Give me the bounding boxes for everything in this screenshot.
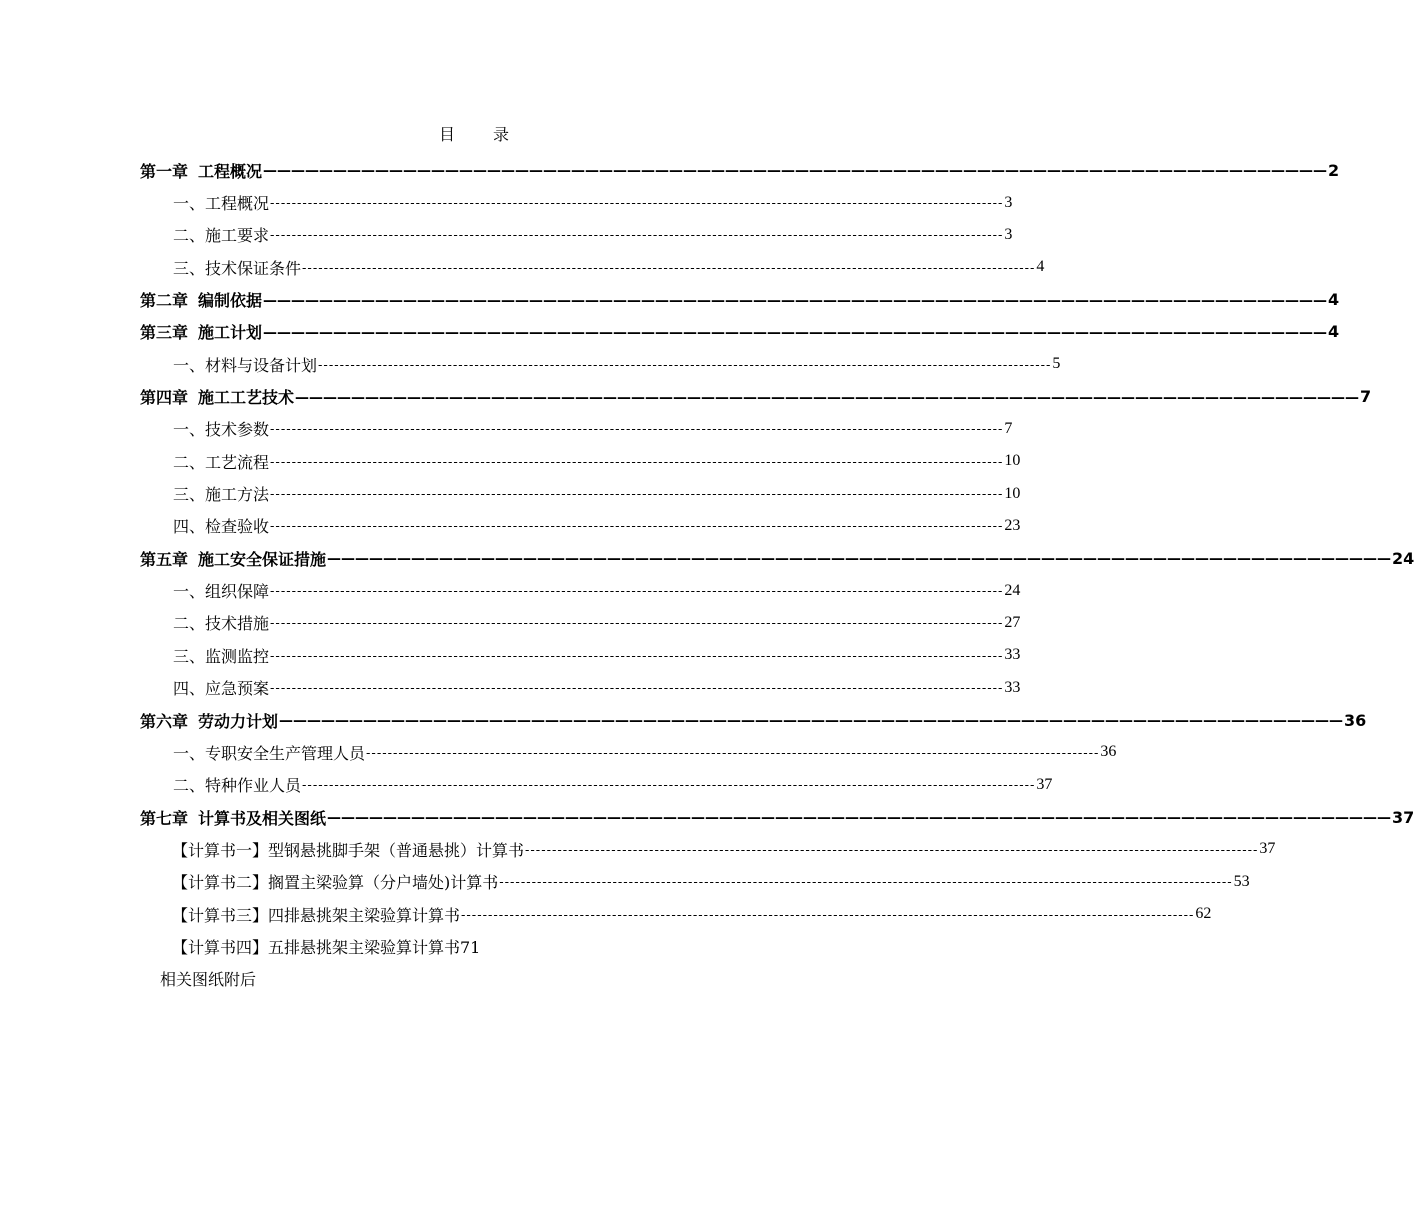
toc-section-entry[interactable] bbox=[140, 607, 1021, 639]
toc-calc-entry[interactable] bbox=[140, 898, 1212, 930]
toc-section-entry[interactable] bbox=[140, 574, 1021, 606]
chapter-title: 施工工艺技术 bbox=[198, 388, 295, 408]
section-number: 二、 bbox=[173, 452, 206, 472]
chapter-number: 第三章 bbox=[140, 323, 189, 343]
toc-section-entry[interactable] bbox=[140, 639, 1021, 671]
section-number: 一、 bbox=[173, 194, 206, 214]
section-number: 二、 bbox=[173, 776, 206, 796]
chapter-number: 第五章 bbox=[140, 549, 189, 569]
toc-section-entry[interactable] bbox=[140, 672, 1021, 704]
page-number: 2 bbox=[1328, 160, 1340, 180]
chapter-title: 计算书及相关图纸 bbox=[198, 808, 327, 828]
section-number: 四、 bbox=[173, 517, 206, 537]
dot-leader: ---------------------------------------------------------------------------------------------------------------------------------------- bbox=[270, 616, 1004, 632]
dot-leader: ---------------------------------------------------------------------------------------------------------------------------------------- bbox=[270, 519, 1004, 535]
dot-leader: ---------------------------------------------------------------------------------------------------------------------------------------- bbox=[270, 487, 1004, 503]
toc-section-entry[interactable] bbox=[140, 510, 1021, 542]
toc-calc-entry[interactable] bbox=[140, 833, 1276, 865]
dot-leader: ---------------------------------------------------------------------------------------------------------------------------------------- bbox=[270, 228, 1004, 244]
page-number: 10 bbox=[1004, 452, 1021, 470]
chapter-title: 编制依据 bbox=[198, 291, 263, 311]
page-number: 4 bbox=[1328, 322, 1340, 342]
dot-leader: ---------------------------------------------------------------------------------------------------------------------------------------- bbox=[270, 422, 1004, 438]
section-number: 一、 bbox=[173, 420, 206, 440]
toc-section-entry[interactable] bbox=[140, 445, 1021, 477]
page-number: 33 bbox=[1004, 646, 1021, 664]
calc-title: 【计算书四】五排悬挑架主梁验算计算书71 bbox=[172, 937, 481, 957]
toc-chapter-entry[interactable] bbox=[140, 704, 1367, 736]
dot-leader: ---------------------------------------------------------------------------------------------------------------------------------------- bbox=[270, 584, 1004, 600]
toc-calc-entry[interactable] bbox=[140, 866, 1250, 898]
section-title: 施工方法 bbox=[205, 485, 270, 505]
chapter-title: 施工计划 bbox=[198, 323, 263, 343]
page-number: 62 bbox=[1195, 905, 1212, 923]
dot-leader: ---------------------------------------------------------------------------------------------------------------------------------------- bbox=[366, 745, 1100, 761]
page-number: 37 bbox=[1036, 775, 1053, 793]
dot-leader: ---------------------------------------------------------------------------------------------------------------------------------------- bbox=[270, 648, 1004, 664]
section-number: 三、 bbox=[173, 646, 206, 666]
dot-leader: ---------------------------------------------------------------------------------------------------------------------------------------- bbox=[525, 842, 1259, 858]
toc-chapter-entry[interactable] bbox=[140, 154, 1340, 186]
page-number: 27 bbox=[1004, 613, 1021, 631]
toc-plain-entry bbox=[140, 963, 785, 995]
page-number: 36 bbox=[1344, 710, 1367, 730]
section-title: 技术保证条件 bbox=[205, 258, 302, 278]
toc-section-entry[interactable] bbox=[140, 251, 1045, 283]
section-title: 工艺流程 bbox=[205, 452, 270, 472]
toc-title bbox=[0, 122, 950, 145]
chapter-number: 第二章 bbox=[140, 291, 189, 311]
section-number: 二、 bbox=[173, 226, 206, 246]
page-number: 7 bbox=[1360, 387, 1372, 407]
toc-title-left: 目 bbox=[438, 125, 457, 144]
section-number: 一、 bbox=[173, 743, 206, 763]
calc-title: 【计算书二】搁置主梁验算（分户墙处)计算书 bbox=[172, 873, 499, 893]
toc-section-entry[interactable] bbox=[140, 477, 1021, 509]
toc-section-entry[interactable] bbox=[140, 769, 1053, 801]
section-title: 材料与设备计划 bbox=[205, 355, 318, 375]
dot-leader: ———————————————————————————————————————————————————————————————————————————— bbox=[263, 292, 1328, 309]
page-number: 24 bbox=[1004, 581, 1021, 599]
page-number: 7 bbox=[1004, 419, 1013, 437]
table-of-contents bbox=[140, 154, 1414, 995]
section-title: 技术措施 bbox=[205, 614, 270, 634]
toc-title-right: 录 bbox=[493, 125, 512, 144]
section-title: 应急预案 bbox=[205, 679, 270, 699]
section-title: 技术参数 bbox=[205, 420, 270, 440]
section-number: 一、 bbox=[173, 355, 206, 375]
toc-calc-entry[interactable] bbox=[140, 930, 785, 962]
page-number: 5 bbox=[1052, 355, 1061, 373]
dot-leader: ---------------------------------------------------------------------------------------------------------------------------------------- bbox=[318, 357, 1052, 373]
chapter-number: 第一章 bbox=[140, 161, 189, 181]
toc-chapter-entry[interactable] bbox=[140, 542, 1414, 574]
dot-leader: ---------------------------------------------------------------------------------------------------------------------------------------- bbox=[302, 260, 1036, 276]
section-title: 专职安全生产管理人员 bbox=[205, 743, 366, 763]
section-title: 工程概况 bbox=[205, 194, 270, 214]
dot-leader: ---------------------------------------------------------------------------------------------------------------------------------------- bbox=[270, 196, 1004, 212]
chapter-number: 第四章 bbox=[140, 388, 189, 408]
dot-leader: ———————————————————————————————————————————————————————————————————————————— bbox=[263, 163, 1328, 180]
dot-leader: ———————————————————————————————————————————————————————————————————————————— bbox=[279, 713, 1344, 730]
section-title: 检查验收 bbox=[205, 517, 270, 537]
page-number: 4 bbox=[1328, 290, 1340, 310]
section-title: 特种作业人员 bbox=[205, 776, 302, 796]
section-number: 三、 bbox=[173, 485, 206, 505]
page-number: 4 bbox=[1036, 258, 1045, 276]
dot-leader: ---------------------------------------------------------------------------------------------------------------------------------------- bbox=[461, 907, 1195, 923]
dot-leader: ———————————————————————————————————————————————————————————————————————————— bbox=[327, 810, 1392, 827]
toc-section-entry[interactable] bbox=[140, 219, 1013, 251]
toc-chapter-entry[interactable] bbox=[140, 316, 1340, 348]
dot-leader: ---------------------------------------------------------------------------------------------------------------------------------------- bbox=[270, 681, 1004, 697]
page-number: 3 bbox=[1004, 225, 1013, 243]
dot-leader: ---------------------------------------------------------------------------------------------------------------------------------------- bbox=[270, 454, 1004, 470]
page-number: 24 bbox=[1392, 548, 1414, 568]
dot-leader: ———————————————————————————————————————————————————————————————————————————— bbox=[263, 324, 1328, 341]
page-number: 37 bbox=[1392, 807, 1414, 827]
chapter-number: 第七章 bbox=[140, 808, 189, 828]
section-number: 四、 bbox=[173, 679, 206, 699]
chapter-title: 工程概况 bbox=[198, 161, 263, 181]
page-number: 33 bbox=[1004, 678, 1021, 696]
plain-title: 相关图纸附后 bbox=[160, 970, 257, 990]
calc-title: 【计算书一】型钢悬挑脚手架（普通悬挑）计算书 bbox=[172, 840, 525, 860]
dot-leader: ---------------------------------------------------------------------------------------------------------------------------------------- bbox=[302, 778, 1036, 794]
section-number: 一、 bbox=[173, 582, 206, 602]
section-number: 三、 bbox=[173, 258, 206, 278]
chapter-title: 劳动力计划 bbox=[198, 711, 279, 731]
toc-section-entry[interactable] bbox=[140, 736, 1117, 768]
dot-leader: ———————————————————————————————————————————————————————————————————————————— bbox=[295, 389, 1360, 406]
toc-chapter-entry[interactable] bbox=[140, 283, 1340, 315]
chapter-number: 第六章 bbox=[140, 711, 189, 731]
toc-section-entry[interactable] bbox=[140, 348, 1061, 380]
toc-section-entry[interactable] bbox=[140, 186, 1013, 218]
toc-chapter-entry[interactable] bbox=[140, 801, 1414, 833]
page-number: 23 bbox=[1004, 516, 1021, 534]
toc-chapter-entry[interactable] bbox=[140, 380, 1372, 412]
toc-section-entry[interactable] bbox=[140, 413, 1013, 445]
page-number: 36 bbox=[1100, 743, 1117, 761]
page-number: 3 bbox=[1004, 193, 1013, 211]
dot-leader: ———————————————————————————————————————————————————————————————————————————— bbox=[327, 551, 1392, 568]
calc-title: 【计算书三】四排悬挑架主梁验算计算书 bbox=[172, 905, 461, 925]
dot-leader: ---------------------------------------------------------------------------------------------------------------------------------------- bbox=[499, 875, 1233, 891]
page-number: 37 bbox=[1259, 840, 1276, 858]
section-title: 施工要求 bbox=[205, 226, 270, 246]
chapter-title: 施工安全保证措施 bbox=[198, 549, 327, 569]
page-number: 53 bbox=[1233, 872, 1250, 890]
section-number: 二、 bbox=[173, 614, 206, 634]
section-title: 监测监控 bbox=[205, 646, 270, 666]
section-title: 组织保障 bbox=[205, 582, 270, 602]
page-number: 10 bbox=[1004, 484, 1021, 502]
